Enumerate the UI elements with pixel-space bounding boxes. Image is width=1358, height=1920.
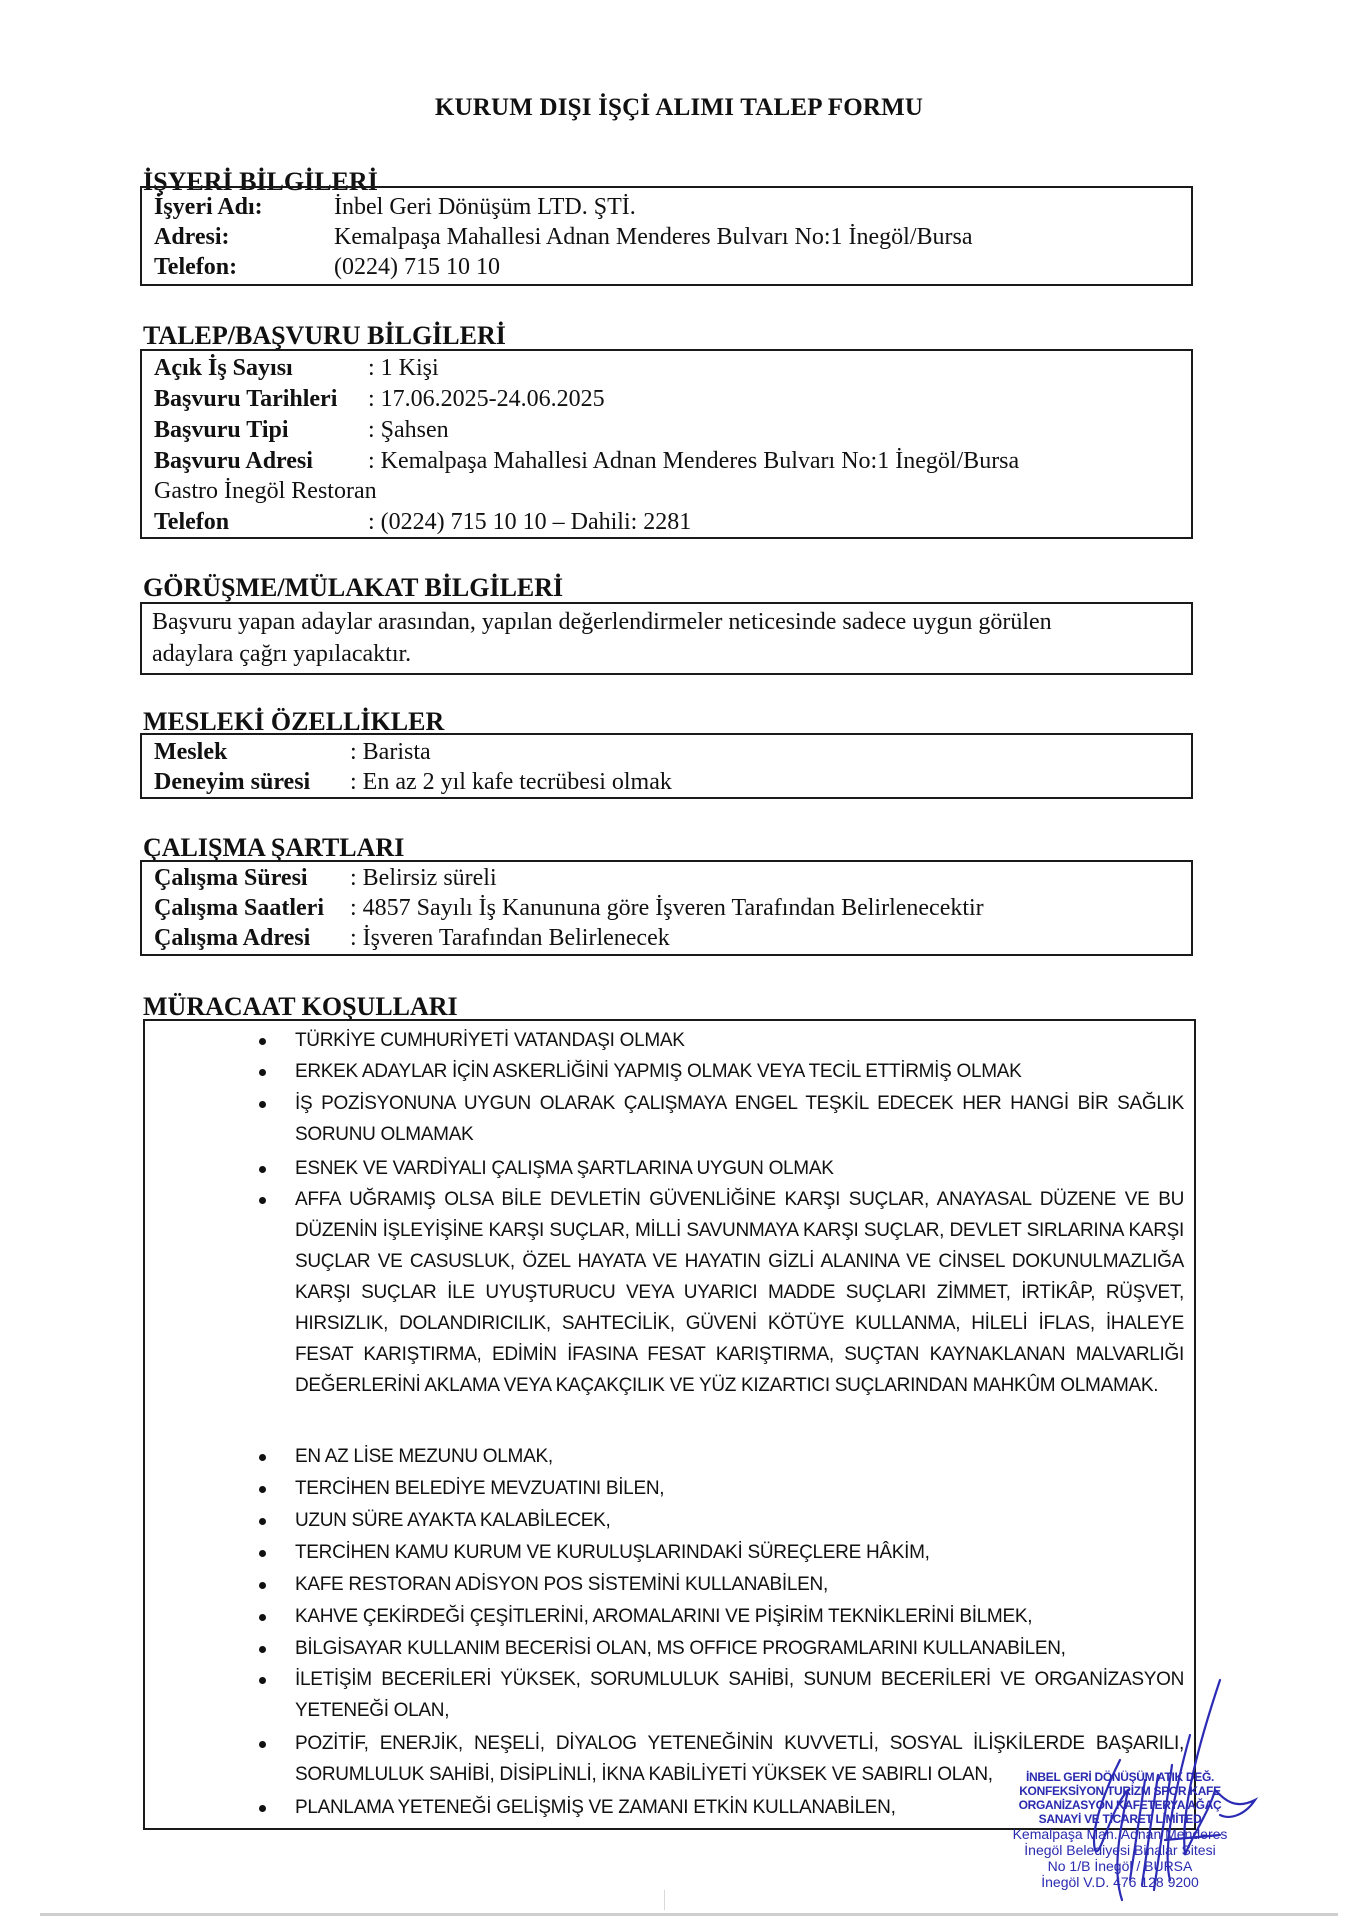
section-heading-mesleki: MESLEKİ ÖZELLİKLER: [143, 707, 445, 736]
stamp-line: Kemalpaşa Mah. Adnan Menderes: [1012, 1826, 1228, 1842]
condition-item: AFFA UĞRAMIŞ OLSA BİLE DEVLETİN GÜVENLİĞİNE KARŞI SUÇLAR, ANAYASAL DÜZENE VE BU DÜZENİN İŞLEYİŞİNE KARŞI SUÇLAR, MİLLİ SAVUNMAYA KARŞI SUÇLAR, DEVLET SIRLARINA KARŞI SUÇLAR VE CASUSLUK, ÖZEL HAYATA VE HAYATIN GİZLİ ALANINA VE CİNSEL DOKUNULMAZLIĞA KARŞI SUÇLAR İLE UYUŞTURUCU VEYA UYARICI MADDE SUÇLARI ZİMMET, İRTİKÂP, RÜŞVET, HIRSIZLIK, DOLANDIRICILIK, SAHTECİLİK, GÜVENİ KÖTÜYE KULLANMA, HİLELİ İFLAS, İHALEYE FESAT KARIŞTIRMA, EDİMİN İFASINA FESAT KARIŞTIRMA, SUÇTAN KAYNAKLANAN MALVARLIĞI DEĞERLERİNİ AKLAMA VEYA KAÇAKÇILIK VE YÜZ KIZARTICI SUÇLARINDAN MAHKÛM OLMAMAK.: [295, 1184, 1184, 1401]
bullet-icon: [259, 1677, 266, 1684]
bullet-icon: [259, 1805, 266, 1812]
condition-item: POZİTİF, ENERJİK, NEŞELİ, DİYALOG YETENEĞİNİN KUVVETLİ, SOSYAL İLİŞKİLERDE BAŞARILI, SORUMLULUK SAHİBİ, DİSİPLİNLİ, İKNA KABİLİYETİ YÜKSEK VE SABIRLI OLAN,: [295, 1728, 1184, 1790]
field-label: Çalışma Süresi: [154, 865, 308, 891]
stamp-line: İnegöl Belediyesi Binalar Sitesi: [1024, 1842, 1216, 1858]
field-value: : 17.06.2025-24.06.2025: [368, 386, 605, 412]
mesleki-info-box: [140, 733, 1193, 799]
stamp-line: İNBEL GERİ DÖNÜŞÜM ATIK DEĞ.: [1025, 1770, 1215, 1784]
field-label: Çalışma Adresi: [154, 925, 311, 951]
field-label: Meslek: [154, 739, 228, 765]
bullet-icon: [259, 1197, 266, 1204]
page-bottom-edge: [40, 1913, 1338, 1916]
condition-item: EN AZ LİSE MEZUNU OLMAK,: [295, 1441, 1184, 1472]
field-value: : Belirsiz süreli: [350, 865, 497, 891]
bullet-icon: [259, 1486, 266, 1493]
condition-item: TÜRKİYE CUMHURİYETİ VATANDAŞI OLMAK: [295, 1025, 1184, 1056]
section-heading-isyeri: İŞYERİ BİLGİLERİ: [143, 167, 378, 196]
stamp-line: İnegöl V.D. 476 128 9200: [1041, 1874, 1199, 1890]
stamp-line: KONFEKSİYON TURİZM SPOR KAFE: [1019, 1784, 1221, 1798]
condition-item: İŞ POZİSYONUNA UYGUN OLARAK ÇALIŞMAYA ENGEL TEŞKİL EDECEK HER HANGİ BİR SAĞLIK SORUNU OLMAMAK: [295, 1088, 1184, 1150]
muracaat-conditions-box: [143, 1019, 1196, 1830]
stamp-line: ORGANİZASYON KAFETERYA AĞAÇ: [1018, 1798, 1222, 1812]
field-value: : Barista: [350, 739, 431, 765]
stamp-line: No 1/B İnegöl / BURSA: [1047, 1858, 1193, 1874]
field-value: : 1 Kişi: [368, 355, 439, 381]
stamp-line: SANAYİ VE TİCARET LİMİTED: [1038, 1812, 1202, 1826]
gorusme-info-box: [140, 602, 1193, 675]
field-value: : İşveren Tarafından Belirlenecek: [350, 925, 670, 951]
section-heading-muracaat: MÜRACAAT KOŞULLARI: [143, 992, 458, 1021]
field-value: : Şahsen: [368, 417, 449, 443]
condition-item: ERKEK ADAYLAR İÇİN ASKERLİĞİNİ YAPMIŞ OLMAK VEYA TECİL ETTİRMİŞ OLMAK: [295, 1056, 1184, 1087]
bullet-icon: [259, 1614, 266, 1621]
talep-info-box: [140, 349, 1193, 539]
condition-item: ESNEK VE VARDİYALI ÇALIŞMA ŞARTLARINA UYGUN OLMAK: [295, 1153, 1184, 1184]
gorusme-text-line2: adaylara çağrı yapılacaktır.: [152, 641, 412, 667]
calisma-info-box: [140, 860, 1193, 956]
signature-icon: [1050, 1640, 1290, 1920]
field-value: Kemalpaşa Mahallesi Adnan Menderes Bulvarı No:1 İnegöl/Bursa: [334, 224, 973, 250]
field-value: : En az 2 yıl kafe tecrübesi olmak: [350, 769, 672, 795]
field-label: Telefon: [154, 509, 230, 535]
field-label: Çalışma Saatleri: [154, 895, 324, 921]
field-label: Açık İş Sayısı: [154, 355, 293, 381]
bullet-icon: [259, 1166, 266, 1173]
condition-item: KAFE RESTORAN ADİSYON POS SİSTEMİNİ KULLANABİLEN,: [295, 1569, 1184, 1600]
bullet-icon: [259, 1454, 266, 1461]
page-crease: [664, 1890, 665, 1910]
condition-item: BİLGİSAYAR KULLANIM BECERİSİ OLAN, MS OFFICE PROGRAMLARINI KULLANABİLEN,: [295, 1633, 1184, 1664]
field-value: : 4857 Sayılı İş Kanununa göre İşveren Tarafından Belirlenecektir: [350, 895, 984, 921]
field-label: Başvuru Tipi: [154, 417, 289, 443]
condition-item: TERCİHEN BELEDİYE MEVZUATINI BİLEN,: [295, 1473, 1184, 1504]
isyeri-info-box: [140, 186, 1193, 286]
condition-item: TERCİHEN KAMU KURUM VE KURULUŞLARINDAKİ SÜREÇLERE HÂKİM,: [295, 1537, 1184, 1568]
condition-item: İLETİŞİM BECERİLERİ YÜKSEK, SORUMLULUK SAHİBİ, SUNUM BECERİLERİ VE ORGANİZASYON YETENEĞİ OLAN,: [295, 1664, 1184, 1726]
document-title: KURUM DIŞI İŞÇİ ALIMI TALEP FORMU: [434, 94, 924, 121]
field-label: Adresi:: [154, 224, 230, 250]
field-label: Başvuru Adresi: [154, 448, 313, 474]
gorusme-text-line1: Başvuru yapan adaylar arasından, yapılan değerlendirmeler neticesinde sadece uygun görülen: [152, 609, 1052, 635]
condition-item: KAHVE ÇEKİRDEĞİ ÇEŞİTLERİNİ, AROMALARINI VE PİŞİRİM TEKNİKLERİNİ BİLMEK,: [295, 1601, 1184, 1632]
field-label: Deneyim süresi: [154, 769, 311, 795]
bullet-icon: [259, 1038, 266, 1045]
field-value: : (0224) 715 10 10 – Dahili: 2281: [368, 509, 692, 535]
bullet-icon: [259, 1518, 266, 1525]
bullet-icon: [259, 1101, 266, 1108]
bullet-icon: [259, 1550, 266, 1557]
bullet-icon: [259, 1069, 266, 1076]
field-label: Telefon:: [154, 254, 238, 280]
field-label: İşyeri Adı:: [154, 194, 263, 220]
condition-item: PLANLAMA YETENEĞİ GELİŞMİŞ VE ZAMANI ETKİN KULLANABİLEN,: [295, 1792, 1184, 1823]
field-value: Gastro İnegöl Restoran: [154, 478, 377, 504]
section-heading-talep: TALEP/BAŞVURU BİLGİLERİ: [143, 321, 506, 350]
bullet-icon: [259, 1646, 266, 1653]
condition-item: UZUN SÜRE AYAKTA KALABİLECEK,: [295, 1505, 1184, 1536]
field-value: : Kemalpaşa Mahallesi Adnan Menderes Bulvarı No:1 İnegöl/Bursa: [368, 448, 1020, 474]
section-heading-gorusme: GÖRÜŞME/MÜLAKAT BİLGİLERİ: [143, 573, 564, 602]
field-label: Başvuru Tarihleri: [154, 386, 338, 412]
field-value: İnbel Geri Dönüşüm LTD. ŞTİ.: [334, 194, 636, 220]
section-heading-calisma: ÇALIŞMA ŞARTLARI: [143, 833, 405, 862]
bullet-icon: [259, 1582, 266, 1589]
field-value: (0224) 715 10 10: [334, 254, 500, 280]
bullet-icon: [259, 1741, 266, 1748]
